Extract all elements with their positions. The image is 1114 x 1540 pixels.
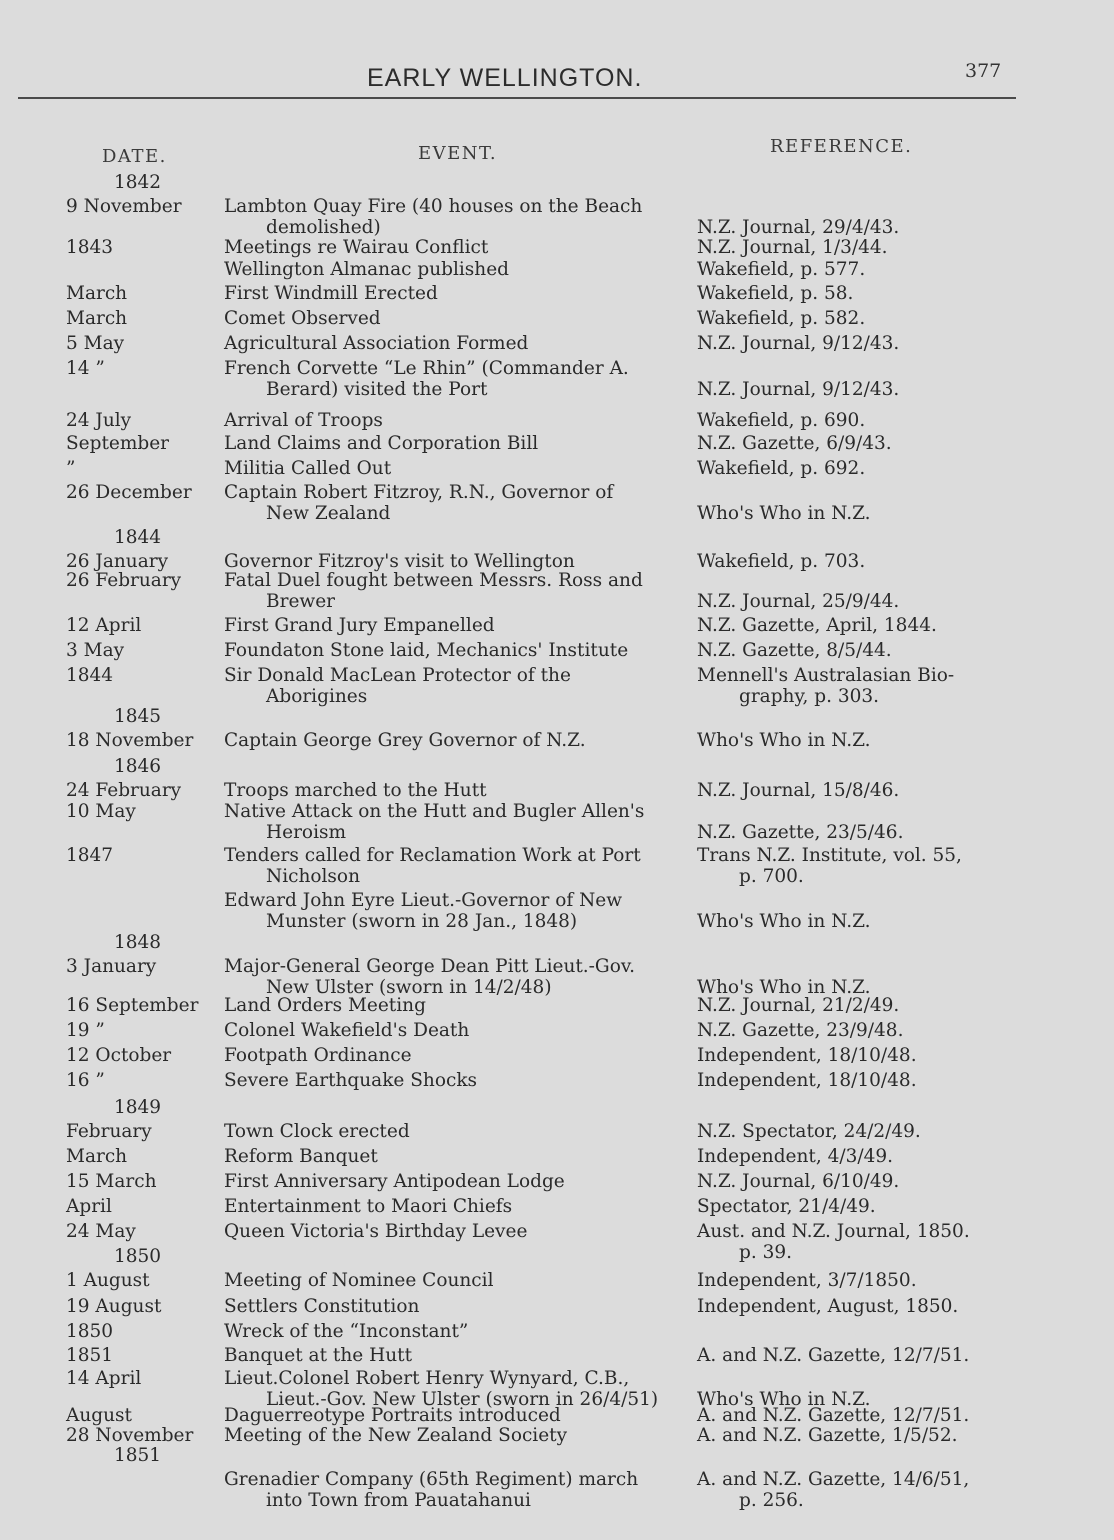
event-line: Footpath Ordinance: [224, 1045, 412, 1066]
event-line: Heroism: [266, 822, 347, 843]
date-cell: ”: [66, 458, 76, 479]
year-label: 1842: [114, 172, 162, 193]
date-cell: 16 September: [66, 995, 199, 1016]
reference-line: N.Z. Spectator, 24/2/49.: [697, 1121, 921, 1142]
event-line: Land Orders Meeting: [224, 995, 426, 1016]
event-cell: [224, 1296, 680, 1317]
date-cell: 26 December: [66, 482, 192, 503]
event-cell: [224, 1070, 680, 1091]
reference-cell: [697, 1270, 917, 1291]
table-row: [0, 1246, 1114, 1291]
date-cell: 26 January: [66, 551, 169, 572]
event-cell: [224, 845, 680, 887]
reference-cell: [697, 1171, 899, 1192]
event-line: Troops marched to the Hutt: [224, 780, 487, 801]
reference-cell: [697, 410, 865, 431]
reference-line: N.Z. Gazette, 23/9/48.: [697, 1020, 904, 1041]
reference-cell: [697, 640, 892, 661]
reference-line: Mennell's Australasian Bio-: [697, 665, 955, 686]
reference-line: N.Z. Gazette, 6/9/43.: [697, 433, 892, 454]
reference-cell: [697, 1296, 958, 1317]
reference-line: N.Z. Journal, 15/8/46.: [697, 780, 900, 801]
reference-cell: [697, 1045, 917, 1066]
date-cell: 19 ”: [66, 1020, 105, 1041]
event-line: French Corvette “Le Rhin” (Commander A.: [224, 358, 629, 379]
reference-line: graphy, p. 303.: [739, 686, 880, 707]
reference-cell: [697, 308, 865, 329]
event-cell: [224, 482, 680, 524]
date-cell: 1 August: [66, 1270, 150, 1291]
reference-line: N.Z. Journal, 9/12/43.: [697, 379, 900, 400]
reference-line: Who's Who in N.Z.: [697, 503, 871, 524]
event-cell: [224, 615, 680, 636]
event-cell: [224, 1045, 680, 1066]
reference-line: N.Z. Journal, 21/2/49.: [697, 995, 900, 1016]
table-row: [0, 358, 1114, 398]
reference-line: Wakefield, p. 692.: [697, 458, 866, 479]
date-cell: April: [66, 1196, 112, 1217]
reference-cell: [697, 1121, 921, 1142]
reference-cell: [697, 822, 903, 843]
reference-line: Wakefield, p. 577.: [697, 259, 866, 280]
event-line: Banquet at the Hutt: [224, 1345, 412, 1366]
date-cell: 12 April: [66, 615, 142, 636]
reference-line: Wakefield, p. 703.: [697, 551, 866, 572]
reference-line: N.Z. Journal, 29/4/43.: [697, 217, 900, 238]
reference-cell: [697, 503, 870, 524]
event-line: Tenders called for Reclamation Work at Port: [224, 845, 641, 866]
event-cell: [224, 1270, 680, 1291]
event-cell: [224, 458, 680, 479]
date-cell: February: [66, 1121, 152, 1142]
event-line: Entertainment to Maori Chiefs: [224, 1196, 513, 1217]
event-cell: [224, 1345, 680, 1366]
event-cell: [224, 237, 680, 258]
reference-line: p. 256.: [739, 1490, 804, 1511]
reference-line: N.Z. Journal, 6/10/49.: [697, 1171, 900, 1192]
event-line: New Zealand: [266, 503, 391, 524]
table-row: [0, 1097, 1114, 1142]
date-cell: 3 January: [66, 956, 157, 977]
event-line: Town Clock erected: [224, 1121, 410, 1142]
page-title: EARLY WELLINGTON.: [367, 64, 643, 92]
reference-cell: [697, 259, 865, 280]
year-label: 1850: [114, 1246, 162, 1267]
event-cell: [224, 1020, 680, 1041]
header-rule: [18, 97, 1016, 99]
event-line: Queen Victoria's Birthday Levee: [224, 1221, 528, 1242]
date-cell: March: [66, 308, 128, 329]
event-line: Land Claims and Corporation Bill: [224, 433, 539, 454]
reference-line: Wakefield, p. 582.: [697, 308, 866, 329]
table-row: [0, 890, 1114, 930]
reference-line: Who's Who in N.Z.: [697, 911, 871, 932]
event-cell: [224, 570, 680, 612]
date-cell: 3 May: [66, 640, 125, 661]
event-line: Lieut.Colonel Robert Henry Wynyard, C.B.,: [224, 1368, 630, 1389]
event-line: Major-General George Dean Pitt Lieut.-Gov.: [224, 956, 635, 977]
table-row: [0, 482, 1114, 522]
event-line: First Anniversary Antipodean Lodge: [224, 1171, 565, 1192]
reference-cell: [697, 1469, 969, 1511]
year-label: 1846: [114, 756, 162, 777]
year-label: 1848: [114, 932, 162, 953]
reference-line: Who's Who in N.Z.: [697, 730, 871, 751]
event-line: First Windmill Erected: [224, 283, 438, 304]
event-cell: [224, 665, 680, 707]
event-cell: [224, 1469, 680, 1511]
table-row: [0, 801, 1114, 841]
event-cell: [224, 308, 680, 329]
table-row: [0, 932, 1114, 998]
reference-line: Trans N.Z. Institute, vol. 55,: [697, 845, 962, 866]
reference-cell: [697, 665, 954, 707]
date-cell: 12 October: [66, 1045, 172, 1066]
event-line: First Grand Jury Empanelled: [224, 615, 495, 636]
reference-cell: [697, 1146, 893, 1167]
table-row: [0, 706, 1114, 751]
reference-line: Independent, 4/3/49.: [697, 1146, 894, 1167]
reference-cell: [697, 1020, 903, 1041]
reference-line: N.Z. Gazette, 8/5/44.: [697, 640, 892, 661]
date-cell: 19 August: [66, 1296, 162, 1317]
date-cell: March: [66, 283, 128, 304]
reference-cell: [697, 551, 865, 572]
page-number: 377: [965, 60, 1002, 82]
event-line: Severe Earthquake Shocks: [224, 1070, 478, 1091]
event-line: Meeting of the New Zealand Society: [224, 1425, 568, 1446]
event-cell: [224, 283, 680, 304]
event-cell: [224, 1221, 680, 1242]
event-cell: [224, 1196, 680, 1217]
date-cell: 5 May: [66, 333, 125, 354]
table-row: [0, 570, 1114, 610]
date-cell: 14 ”: [66, 358, 105, 379]
event-line: Native Attack on the Hutt and Bugler Allen's: [224, 801, 645, 822]
reference-cell: [697, 433, 892, 454]
event-cell: [224, 956, 680, 998]
event-line: Militia Called Out: [224, 458, 392, 479]
event-line: Comet Observed: [224, 308, 381, 329]
event-cell: [224, 1425, 680, 1446]
event-cell: [224, 1171, 680, 1192]
event-cell: [224, 801, 680, 843]
event-line: Agricultural Association Formed: [224, 333, 529, 354]
table-row: [0, 172, 1114, 238]
reference-line: Aust. and N.Z. Journal, 1850.: [697, 1221, 970, 1242]
reference-line: p. 700.: [739, 866, 804, 887]
reference-line: N.Z. Journal, 25/9/44.: [697, 591, 900, 612]
year-label: 1851: [114, 1445, 162, 1466]
event-cell: [224, 1368, 680, 1410]
reference-line: A. and N.Z. Gazette, 1/5/52.: [697, 1425, 958, 1446]
event-line: Berard) visited the Port: [266, 379, 488, 400]
event-cell: [224, 410, 680, 431]
event-line: Captain Robert Fitzroy, R.N., Governor of: [224, 482, 614, 503]
date-cell: 28 November: [66, 1425, 194, 1446]
event-line: Wreck of the “Inconstant”: [224, 1321, 469, 1342]
event-line: Edward John Eyre Lieut.-Governor of New: [224, 890, 623, 911]
reference-cell: [697, 845, 962, 887]
event-line: Fatal Duel fought between Messrs. Ross and: [224, 570, 643, 591]
table-row: [0, 527, 1114, 572]
date-cell: 1851: [66, 1345, 114, 1366]
date-cell: August: [66, 1405, 132, 1426]
date-cell: September: [66, 433, 170, 454]
event-line: Brewer: [266, 591, 336, 612]
reference-line: Independent, August, 1850.: [697, 1296, 959, 1317]
date-cell: 15 March: [66, 1171, 157, 1192]
event-line: Aborigines: [266, 686, 368, 707]
event-cell: [224, 433, 680, 454]
reference-cell: [697, 615, 937, 636]
reference-cell: [697, 379, 899, 400]
date-cell: 16 ”: [66, 1070, 105, 1091]
reference-line: Wakefield, p. 690.: [697, 410, 866, 431]
date-cell: 9 November: [66, 196, 182, 217]
event-cell: [224, 259, 680, 280]
event-line: demolished): [266, 217, 381, 238]
reference-line: p. 39.: [739, 1242, 793, 1263]
date-cell: 24 July: [66, 410, 132, 431]
reference-line: Independent, 18/10/48.: [697, 1045, 917, 1066]
running-header: [0, 58, 1114, 98]
event-line: into Town from Pauatahanui: [266, 1490, 531, 1511]
reference-cell: [697, 333, 899, 354]
event-line: Meetings re Wairau Conflict: [224, 237, 489, 258]
year-label: 1849: [114, 1097, 162, 1118]
date-column-heading: DATE.: [102, 146, 167, 167]
event-line: Daguerreotype Portraits introduced: [224, 1405, 561, 1426]
reference-line: Wakefield, p. 58.: [697, 283, 854, 304]
event-line: Foundaton Stone laid, Mechanics' Institute: [224, 640, 629, 661]
date-cell: March: [66, 1146, 128, 1167]
reference-line: Independent, 3/7/1850.: [697, 1270, 917, 1291]
event-cell: [224, 640, 680, 661]
event-line: Wellington Almanac published: [224, 259, 509, 280]
event-line: Sir Donald MacLean Protector of the: [224, 665, 571, 686]
event-line: Meeting of Nominee Council: [224, 1270, 494, 1291]
event-cell: [224, 551, 680, 572]
reference-line: Who's Who in N.Z.: [697, 977, 871, 998]
reference-cell: [697, 1070, 917, 1091]
table-row: [0, 845, 1114, 885]
date-cell: 1850: [66, 1321, 114, 1342]
table-row: [0, 756, 1114, 801]
event-line: Settlers Constitution: [224, 1296, 420, 1317]
reference-cell: [697, 1345, 969, 1366]
reference-cell: [697, 1196, 876, 1217]
event-line: Grenadier Company (65th Regiment) march: [224, 1469, 639, 1490]
event-cell: [224, 780, 680, 801]
date-cell: 1847: [66, 845, 114, 866]
event-cell: [224, 1121, 680, 1142]
reference-line: Who's Who in N.Z.: [697, 1389, 871, 1410]
event-line: Arrival of Troops: [224, 410, 383, 431]
reference-line: A. and N.Z. Gazette, 12/7/51.: [697, 1405, 970, 1426]
reference-cell: [697, 1405, 969, 1426]
date-cell: 24 February: [66, 780, 182, 801]
table-row: [0, 1368, 1114, 1408]
reference-cell: [697, 217, 899, 238]
reference-line: N.Z. Journal, 9/12/43.: [697, 333, 900, 354]
date-cell: 18 November: [66, 730, 194, 751]
event-line: Lambton Quay Fire (40 houses on the Beach: [224, 196, 643, 217]
event-line: Colonel Wakefield's Death: [224, 1020, 470, 1041]
reference-line: Spectator, 21/4/49.: [697, 1196, 876, 1217]
event-line: Reform Banquet: [224, 1146, 378, 1167]
event-line: Lieut.-Gov. New Ulster (sworn in 26/4/51): [266, 1389, 659, 1410]
event-cell: [224, 730, 680, 751]
year-label: 1844: [114, 527, 162, 548]
reference-line: N.Z. Gazette, April, 1844.: [697, 615, 937, 636]
year-label: 1845: [114, 706, 162, 727]
reference-line: N.Z. Journal, 1/3/44.: [697, 237, 888, 258]
event-cell: [224, 1405, 680, 1426]
event-cell: [224, 196, 680, 238]
reference-cell: [697, 780, 899, 801]
reference-cell: [697, 1425, 957, 1446]
date-cell: 1844: [66, 665, 114, 686]
reference-cell: [697, 283, 853, 304]
reference-column-heading: REFERENCE.: [770, 136, 913, 157]
date-cell: 14 April: [66, 1368, 142, 1389]
event-cell: [224, 333, 680, 354]
reference-line: Independent, 18/10/48.: [697, 1070, 917, 1091]
event-line: Munster (sworn in 28 Jan., 1848): [266, 911, 578, 932]
event-cell: [224, 890, 680, 932]
event-line: New Ulster (sworn in 14/2/48): [266, 977, 552, 998]
table-row: [0, 665, 1114, 705]
event-line: Nicholson: [266, 866, 360, 887]
date-cell: 26 February: [66, 570, 182, 591]
date-cell: 1843: [66, 237, 114, 258]
reference-cell: [697, 591, 899, 612]
reference-cell: [697, 995, 899, 1016]
table-row: [0, 1445, 1114, 1511]
event-cell: [224, 1321, 680, 1342]
event-column-heading: EVENT.: [418, 143, 498, 164]
reference-cell: [697, 458, 865, 479]
event-line: Governor Fitzroy's visit to Wellington: [224, 551, 575, 572]
event-line: Captain George Grey Governor of N.Z.: [224, 730, 586, 751]
event-cell: [224, 358, 680, 400]
event-cell: [224, 1146, 680, 1167]
date-cell: 24 May: [66, 1221, 136, 1242]
reference-cell: [697, 911, 870, 932]
date-cell: 10 May: [66, 801, 136, 822]
reference-line: A. and N.Z. Gazette, 14/6/51,: [697, 1469, 970, 1490]
event-cell: [224, 995, 680, 1016]
reference-line: N.Z. Gazette, 23/5/46.: [697, 822, 904, 843]
reference-cell: [697, 237, 888, 258]
reference-cell: [697, 730, 870, 751]
reference-line: A. and N.Z. Gazette, 12/7/51.: [697, 1345, 970, 1366]
